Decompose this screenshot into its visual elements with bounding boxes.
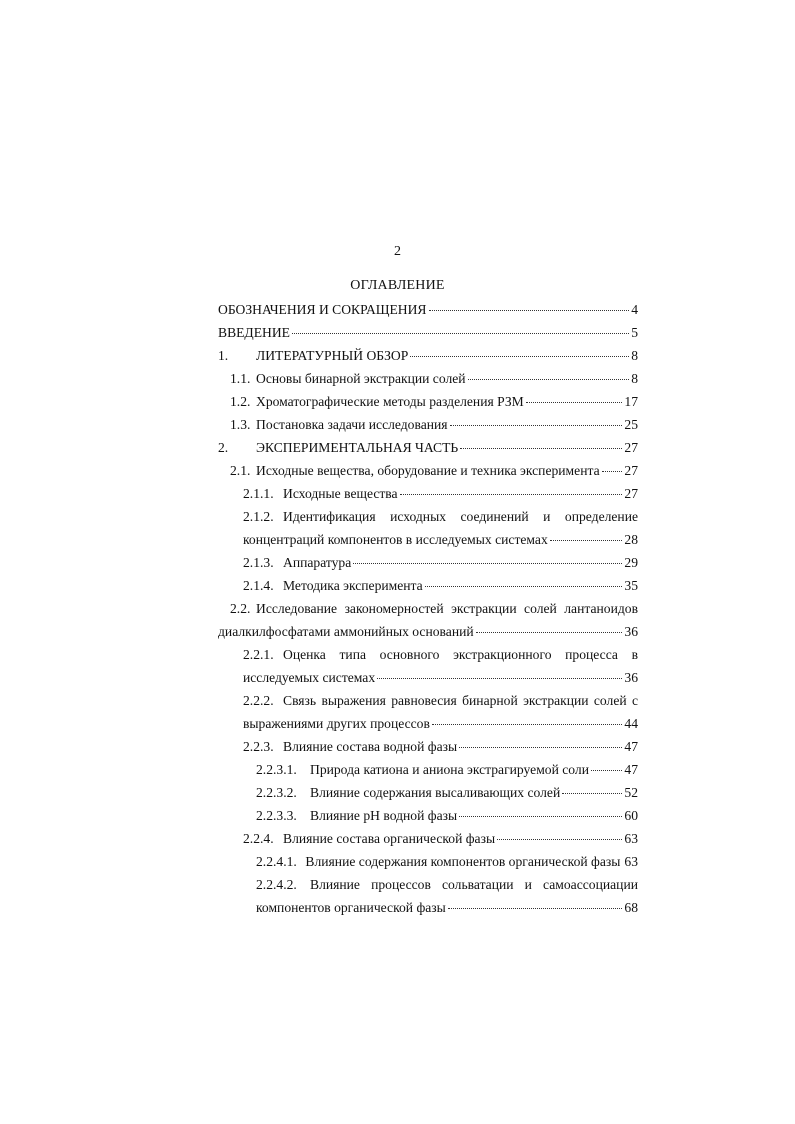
toc-entry-number: 2.2.4. [243, 831, 274, 846]
toc-entry-number: 2.1.1. [243, 486, 274, 501]
toc-entry-page: 47 [624, 762, 638, 777]
toc-entry-title: Аппаратура [283, 555, 352, 570]
toc-leader-dots [476, 623, 623, 633]
toc-entry-page: 63 [624, 854, 638, 869]
toc-leader-dots [377, 669, 622, 679]
toc-entry-number: 1.3. [230, 417, 251, 432]
toc-leader-dots [526, 393, 623, 403]
toc-title: ОГЛАВЛЕНИЕ [350, 278, 445, 293]
toc-entry-page: 36 [624, 624, 638, 639]
toc-entry[interactable] [218, 827, 638, 850]
toc-entry-number: 2.2.3.1. [256, 762, 297, 777]
toc-entry[interactable] [218, 735, 638, 758]
toc-entry[interactable] [218, 459, 638, 482]
toc-entry-page: 27 [624, 440, 638, 455]
toc-leader-dots [432, 715, 623, 725]
toc-entry-number: 1.2. [230, 394, 251, 409]
toc-entry[interactable] [218, 873, 638, 919]
toc-entry-number: 2.2.1. [243, 647, 274, 662]
toc-leader-dots [602, 462, 623, 472]
toc-entry-page: 35 [624, 578, 638, 593]
toc-entry[interactable] [218, 758, 638, 781]
toc-leader-dots [468, 370, 630, 380]
toc-entry[interactable] [218, 689, 638, 735]
toc-entry-title: Хроматографические методы разделения РЗМ [256, 394, 524, 409]
toc-leader-dots [400, 485, 623, 495]
toc-entry-number: 1. [218, 348, 229, 363]
toc-entry[interactable] [218, 436, 638, 459]
toc-entry-title-line2: концентраций компонентов в исследуемых системах [243, 532, 548, 547]
toc-entry-number: 2.2.3. [243, 739, 274, 754]
toc-leader-dots [459, 807, 622, 817]
toc-entry-page: 47 [624, 739, 638, 754]
toc-leader-dots [425, 577, 623, 587]
toc-entry-title: Влияние содержания компонентов органической фазы [305, 854, 621, 869]
page-number: 2 [394, 244, 401, 259]
toc-entry-page: 28 [624, 532, 638, 547]
toc-entry-page: 25 [624, 417, 638, 432]
toc-entry-page: 36 [624, 670, 638, 685]
toc-entry-title-line2: исследуемых системах [243, 670, 376, 685]
toc-entry-page: 4 [631, 302, 638, 317]
toc-entry-title: Природа катиона и аниона экстрагируемой соли [310, 762, 589, 777]
toc-entry-page: 52 [624, 785, 638, 800]
toc-entry[interactable] [218, 413, 638, 436]
toc-entry[interactable] [218, 574, 638, 597]
toc-entry-title: Постановка задачи исследования [256, 417, 448, 432]
toc-leader-dots [497, 830, 622, 840]
toc-entry-title: Исходные вещества [283, 486, 398, 501]
toc-entry-title-line1: Связь выражения равновесия бинарной экстракции солей с [283, 693, 638, 708]
toc-entry-title: Исходные вещества, оборудование и техника эксперимента [256, 463, 600, 478]
toc-entry-page: 44 [624, 716, 638, 731]
toc-entry-number: 2.2. [230, 601, 251, 616]
toc-entry-page: 60 [624, 808, 638, 823]
toc-leader-dots [353, 554, 622, 564]
toc-entry-title: Влияние содержания высаливающих солей [310, 785, 561, 800]
toc-entry-title-line1: Исследование закономерностей экстракции солей лантаноидов [256, 601, 638, 616]
toc-entry-title: Влияние состава органической фазы [283, 831, 496, 846]
toc-entry-page: 27 [624, 463, 638, 478]
toc-leader-dots [550, 531, 623, 541]
toc-entry-page: 68 [624, 900, 638, 915]
table-of-contents [218, 298, 638, 919]
toc-entry-page: 27 [624, 486, 638, 501]
toc-entry-number: 2.2.2. [243, 693, 274, 708]
toc-entry-number: 2.2.4.2. [256, 877, 297, 892]
toc-entry[interactable] [218, 298, 638, 321]
toc-entry-title: ЛИТЕРАТУРНЫЙ ОБЗОР [256, 348, 409, 363]
toc-entry-title: Основы бинарной экстракции солей [256, 371, 466, 386]
toc-entry-title: ОБОЗНАЧЕНИЯ И СОКРАЩЕНИЯ [218, 302, 427, 317]
toc-entry[interactable] [218, 390, 638, 413]
toc-entry-number: 2.1. [230, 463, 251, 478]
toc-entry-title-line2: диалкилфосфатами аммонийных оснований [218, 624, 474, 639]
toc-entry[interactable] [218, 344, 638, 367]
toc-entry-page: 63 [624, 831, 638, 846]
toc-entry-number: 2.2.4.1. [256, 854, 297, 869]
toc-entry-number: 2.1.3. [243, 555, 274, 570]
toc-entry-page: 5 [631, 325, 638, 340]
toc-entry[interactable] [218, 850, 638, 873]
toc-entry[interactable] [218, 551, 638, 574]
toc-leader-dots [410, 347, 629, 357]
toc-entry-title-line1: Оценка типа основного экстракционного процесса в [283, 647, 638, 662]
toc-entry-title: Методика эксперимента [283, 578, 423, 593]
toc-entry-title: Влияние pH водной фазы [310, 808, 458, 823]
toc-entry[interactable] [218, 367, 638, 390]
toc-leader-dots [292, 324, 629, 334]
toc-entry-number: 2.2.3.2. [256, 785, 297, 800]
toc-entry[interactable] [218, 781, 638, 804]
toc-entry-number: 2.1.2. [243, 509, 274, 524]
toc-entry-title: ВВЕДЕНИЕ [218, 325, 290, 340]
toc-leader-dots [429, 301, 630, 311]
toc-entry-title-line1: Идентификация исходных соединений и определение [283, 509, 638, 524]
toc-entry-number: 2.2.3.3. [256, 808, 297, 823]
toc-entry-page: 8 [631, 348, 638, 363]
toc-entry-title: ЭКСПЕРИМЕНТАЛЬНАЯ ЧАСТЬ [256, 440, 459, 455]
toc-entry-title-line2: выражениями других процессов [243, 716, 430, 731]
toc-leader-dots [562, 784, 622, 794]
toc-entry[interactable] [218, 643, 638, 689]
toc-entry-title: Влияние состава водной фазы [283, 739, 458, 754]
toc-entry-number: 2. [218, 440, 229, 455]
toc-entry-page: 8 [631, 371, 638, 386]
toc-entry-title-line2: компонентов органической фазы [256, 900, 446, 915]
toc-leader-dots [448, 899, 623, 909]
toc-entry-title-line1: Влияние процессов сольватации и самоассоциации [310, 877, 638, 892]
toc-leader-dots [460, 439, 622, 449]
toc-entry[interactable] [218, 505, 638, 551]
toc-entry-page: 17 [624, 394, 638, 409]
toc-entry[interactable] [218, 597, 638, 643]
toc-entry[interactable] [218, 321, 638, 344]
toc-leader-dots [591, 761, 622, 771]
toc-leader-dots [459, 738, 622, 748]
toc-entry-page: 29 [624, 555, 638, 570]
toc-entry[interactable] [218, 482, 638, 505]
toc-leader-dots [450, 416, 623, 426]
toc-entry-number: 2.1.4. [243, 578, 274, 593]
toc-entry[interactable] [218, 804, 638, 827]
toc-entry-number: 1.1. [230, 371, 251, 386]
